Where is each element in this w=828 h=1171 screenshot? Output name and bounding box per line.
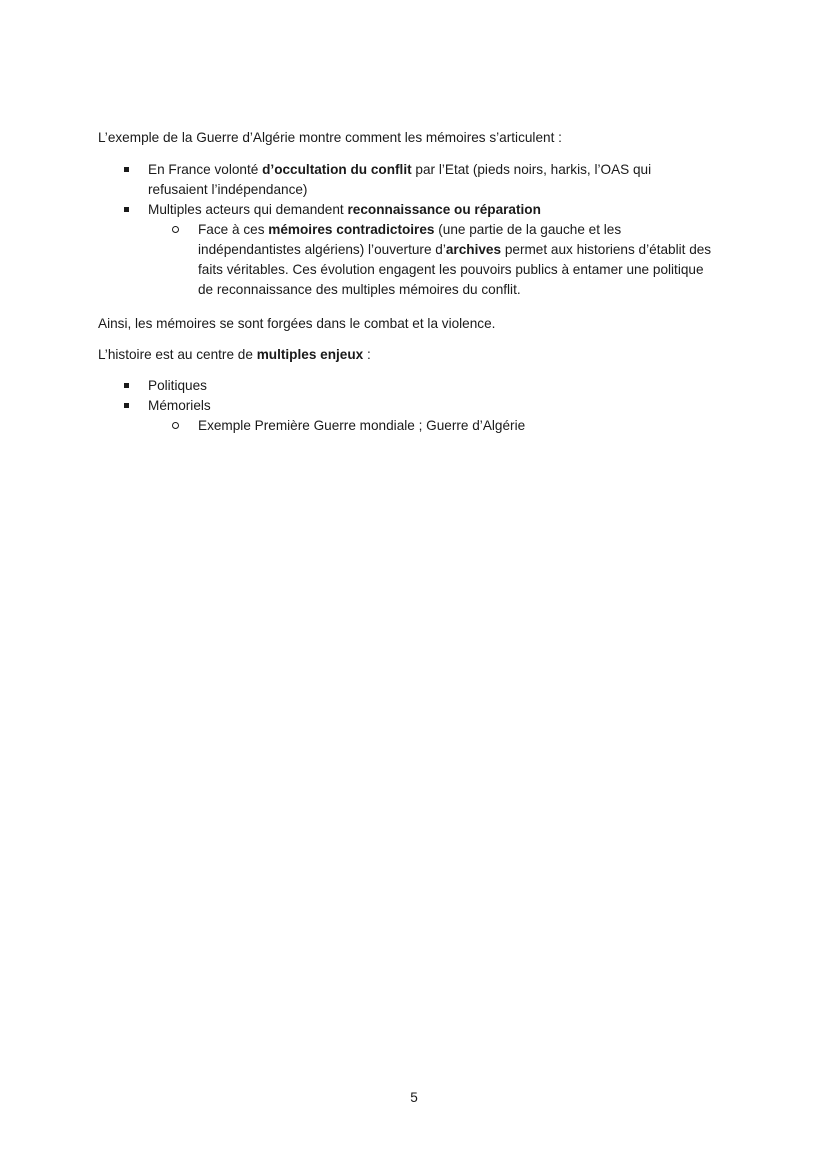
list-item xyxy=(0,396,708,436)
square-bullet-icon xyxy=(124,167,129,172)
bullet-list-stakes xyxy=(0,376,828,436)
sub-item-text: permet aux historiens d’établit des faits véritables. Ces évolution engagent les pouvoirs publics à entamer une politique de reconnaissance des multiples mémoires du conflit. xyxy=(198,242,712,297)
list-item-text: par l’Etat (pieds noirs, harkis, l’OAS qui refusaient l’indépendance) xyxy=(148,162,652,197)
list-item-emphasis: reconnaissance ou réparation xyxy=(347,202,541,217)
stakes-paragraph xyxy=(98,345,738,365)
stakes-text: : xyxy=(363,347,371,362)
sub-list-item xyxy=(198,220,718,300)
square-bullet-icon xyxy=(124,403,129,408)
stakes-emphasis: multiples enjeux xyxy=(256,347,364,362)
sub-list xyxy=(148,416,708,436)
list-item-text: Politiques xyxy=(148,378,207,393)
page-number: 5 xyxy=(410,1090,418,1105)
sub-list-item xyxy=(198,416,718,436)
sub-list xyxy=(148,220,712,300)
circle-bullet-icon xyxy=(172,226,179,233)
list-item xyxy=(0,200,712,300)
sub-item-text: (une partie de la gauche et les indépendantistes algériens) l’ouverture d’ xyxy=(198,222,622,257)
stakes-text: L’histoire est au centre de xyxy=(98,347,257,362)
intro-paragraph: L’exemple de la Guerre d’Algérie montre comment les mémoires s’articulent : xyxy=(98,130,562,145)
sub-item-emphasis: mémoires contradictoires xyxy=(268,222,435,237)
list-item-text: Multiples acteurs qui demandent xyxy=(148,202,348,217)
bullet-list-memories xyxy=(0,160,828,300)
square-bullet-icon xyxy=(124,383,129,388)
conclusion-paragraph: Ainsi, les mémoires se sont forgées dans le combat et la violence. xyxy=(98,316,496,331)
list-item xyxy=(0,160,708,200)
sub-item-text: Face à ces xyxy=(198,222,269,237)
list-item-text: En France volonté xyxy=(148,162,263,177)
list-item-emphasis: d’occultation du conflit xyxy=(262,162,412,177)
list-item-text: Mémoriels xyxy=(148,398,211,413)
list-item xyxy=(0,376,708,396)
circle-bullet-icon xyxy=(172,422,179,429)
square-bullet-icon xyxy=(124,207,129,212)
sub-item-text: Exemple Première Guerre mondiale ; Guerre d’Algérie xyxy=(198,418,526,433)
sub-item-emphasis: archives xyxy=(445,242,502,257)
